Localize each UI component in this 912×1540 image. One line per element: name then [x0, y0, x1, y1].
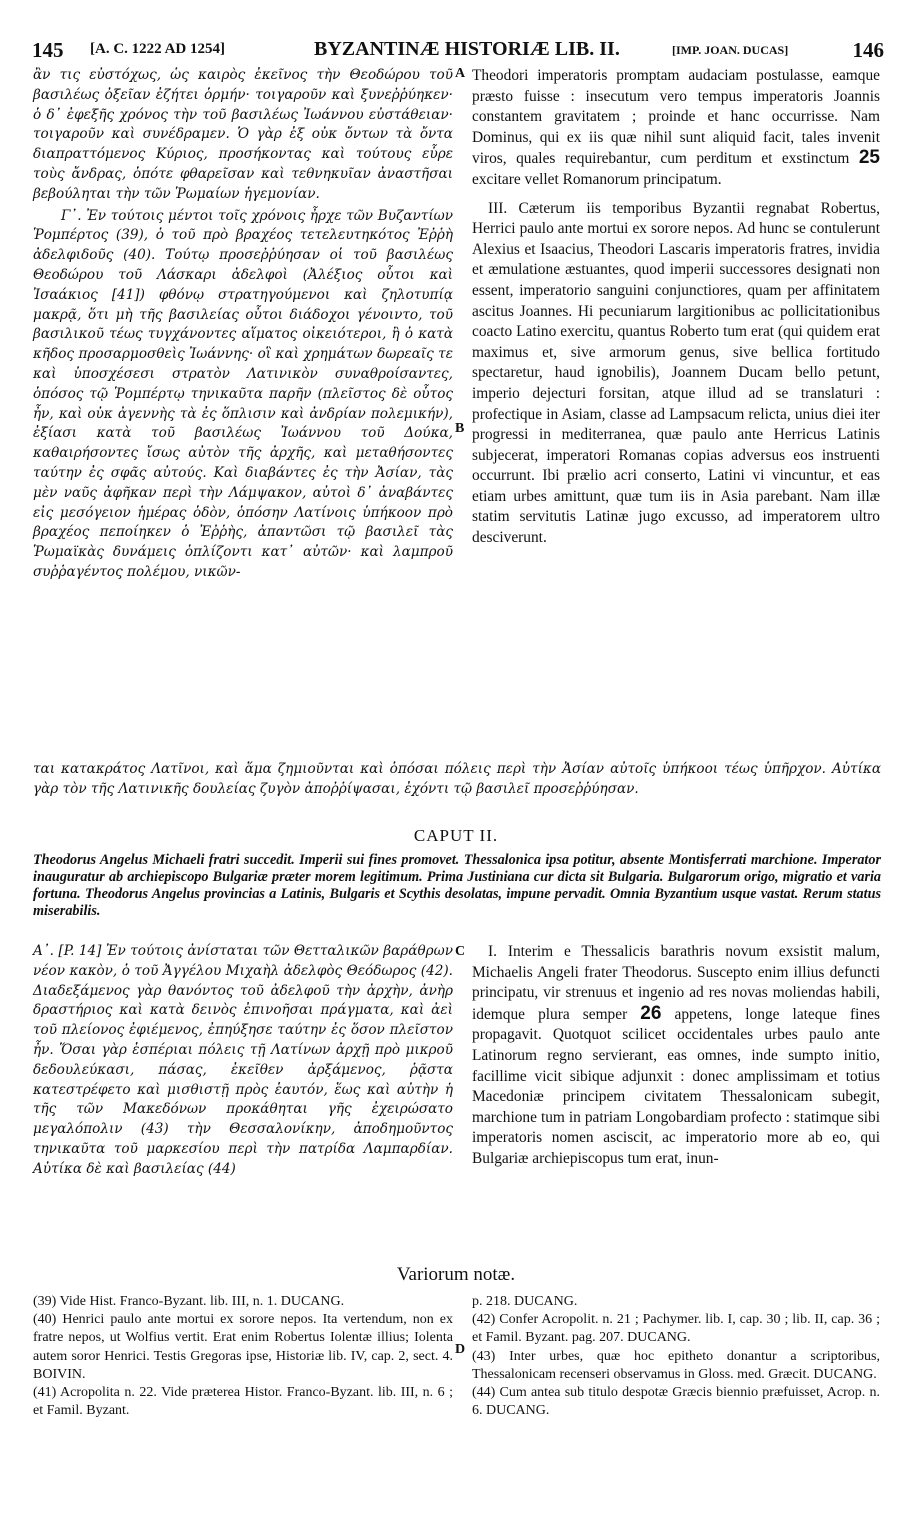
margin-letter-d: D [455, 1342, 466, 1357]
notes-left-column [33, 1293, 453, 1420]
margin-letter-a: A [455, 66, 466, 81]
latin-text: appetens, longe lateque fines propagavit. Quotquot scilicet occidentales urbes paulo ante Latinorum regno servierant, eas omnes, inde sumpto initio, facillime vicit sibique adjunxit : donec amplissimam et totius Macedoniæ principem civitatem Thessalonicam subegit, marchione tum in patriam Longobardiam profecto : statimque sibi imperatoris nomen asciscit, ac imperatorio more ab eo, qui Bulgariæ archiepiscopus tum erat, inun- [472, 1005, 880, 1167]
greek-paragraph: ἂν τις εὐστόχως, ὡς καιρὸς ἐκεῖνος τὴν Θεοδώρου τοῦ βασιλέως ὀξεῖαν ἐζήτει ὁρμήν· τοιγαροῦν καὶ ξυνεῤῥύηκεν· ὁ δ᾽ ἐφεξῆς χρόνος τὴν τοῦ βασιλέως Ἰωάννου εὐστάθειαν· τοιγαροῦν καὶ συνέδραμεν. Ὁ γὰρ ἐξ οὐκ ὄντων τὰ ὄντα διαπραττόμενος Κύριος, προσήκοντας καὶ τούτους εὗρε τοὺς ἄνδρας, ὁπότε φθαρεῖσαν καὶ τεθνηκυῖαν ἀναστῆσαι βεβούληται τὴν τῶν Ῥωμαίων ἡγεμονίαν. [33, 67, 453, 202]
chapter-heading: CAPUT II. [413, 826, 499, 845]
greek-paragraph: Α᾽. [P. 14] Ἐν τούτοις ἀνίσταται τῶν Θετταλικῶν βαράθρων νέον κακὸν, ὁ τοῦ Ἀγγέλου Μιχαὴλ ἀδελφὸς Θεόδωρος (42). Διαδεξάμενος γὰρ θανόντος τοῦ ἀδελφοῦ τὴν ἀρχὴν, ἀνὴρ δραστήριος καὶ κατὰ δεινὸς ἐπινοῆσαι πράγματα, καὶ ἀεὶ τοῦ πλείονος ἐφιέμενος, ἐπηύξησε ταύτην ἐς ὅσον πλεῖστον ἦν. Ὅσαι γὰρ ἑσπέριαι πόλεις τῇ Λατίνων ἀρχῇ πρὸ μικροῦ δεδουλεύκασι, πάσας, ἐκεῖθεν ἀρξάμενος, ῥᾷστα κατεστρέφετο καὶ μισθιστῇ πρὸς ἑαυτόν, ἕως καὶ αὐτὴν ἡ τῆς τῶν Μακεδόνων προκάθηται γῆς ἐχειρώσατο μεγαλόπολιν (43) τὴν Θεσσαλονίκην, ἀποδημοῦντος τηνικαῦτα τοῦ μαρκεσίου περὶ τὴν πατρίδα Λαμπαρδίαν. Αὐτίκα δὲ καὶ βασιλείας (44) [33, 943, 453, 1177]
latin-text: excitare vellet Romanorum principatum. [472, 170, 722, 188]
greek-column-2 [33, 942, 453, 1180]
left-page-number: 145 [32, 38, 64, 62]
greek-full-width-continuation: ται κατακράτος Λατῖνοι, καὶ ἅμα ζημιοῦνται καὶ ὁπόσαι πόλεις περὶ τὴν Ἀσίαν αὐτοῖς ὑπήκοοι τέως ὑπῆρχον. Αὐτίκα γὰρ τὸν τῆς Λατινικῆς δουλείας ζυγὸν ἀποῤῥίψασαι, ἐχόντι τῷ βασιλεῖ προσεῤῥύησαν. [33, 761, 881, 797]
notes-right-column [472, 1293, 880, 1420]
running-header [32, 38, 884, 64]
latin-column-1 [472, 66, 880, 549]
emperor-label: [IMP. JOAN. DUCAS] [672, 43, 789, 57]
footnote: (39) Vide Hist. Franco-Byzant. lib. III, n. 1. DUCANG. [33, 1294, 345, 1309]
latin-text: I. Interim e Thessalicis barathris novum exsistit malum, Michaelis Angeli frater Theodorus. Suscepto enim illius defuncti principatu, vir strenuus et ingenio ad res novas moliendas habili, idemque plura semper [472, 943, 880, 1023]
running-title: BYZANTINÆ HISTORIÆ LIB. II. [314, 38, 620, 60]
footnote: (42) Confer Acropolit. n. 21 ; Pachymer. lib. I, cap. 30 ; lib. II, cap. 36 ; et Famil. Byzant. pag. 207. DUCANG. [472, 1312, 880, 1346]
greek-column-1 [33, 66, 453, 583]
footnote: (44) Cum antea sub titulo despotæ Græcis biennio præfuisset, Acrop. n. 6. DUCANG. [472, 1385, 880, 1419]
footnote: (43) Inter urbes, quæ hoc epitheto donantur a scriptoribus, Thessalonicam recenseri observamus in Gloss. med. Græcit. DUCANG. [472, 1348, 880, 1382]
latin-column-2 [472, 942, 880, 1170]
date-range: [A. C. 1222 AD 1254] [90, 41, 225, 57]
chapter-summary: Theodorus Angelus Michaeli fratri succedit. Imperii sui fines promovet. Thessalonica ipsa potitur, absente Montisferrati marchione. Imperator inauguratur ab archiepiscopo Bulgariæ præter morem legitimum. Prima Justiniana cur dicta sit Bulgaria. Bulgarorum origo, migratio et varia fortuna. Theodorus Angelus provincias a Latinis, Bulgaris et Scythis desolatas, impune pervadit. Omnia Byzantium usque vastat. Rerum status miserabilis. [33, 852, 881, 919]
footnote: (41) Acropolita n. 22. Vide præterea Histor. Franco-Byzant. lib. III, n. 6 ; et Famil. Byzant. [33, 1385, 453, 1419]
notes-heading: Variorum notæ. [396, 1264, 516, 1285]
greek-paragraph: Γ᾽. Ἐν τούτοις μέντοι τοῖς χρόνοις ἦρχε τῶν Βυζαντίων Ῥομπέρτος (39), ὁ τοῦ πρὸ βραχέος τετελευτηκότος Ἐῤῥὴ ἀδελφιδοῦς (40). Τούτῳ προσεῤῥύησαν οἱ τοῦ βασιλέως Θεοδώρου τοῦ Λάσκαρι ἀδελφοὶ (Ἀλέξιος οὗτοι καὶ Ἰσαάκιος [41]) φθόνῳ στρατηγούμενοι καὶ ζηλοτυπίᾳ μακρᾷ, ὅτι μὴ τῆς βασιλείας οὗτοι διάδοχοι γένοιντο, τοῦ βασιλικοῦ τέως τυγχάνοντες αἵματος οἰκειότεροι, ἢ ὁ κατὰ κῆδος προσαρμοσθεὶς Ἰωάννης· οἳ καὶ χρημάτων δωρεαῖς τε καὶ ὑποσχέσεσι στρατὸν Λατινικὸν συναθροίσαντες, ὁπόσος τῷ Ῥομπέρτῳ τηνικαῦτα παρῆν (πλεῖστος δὲ οὗτος ἦν, καὶ οὐκ ἀγεννὴς τὰ ἐς ὅπλισιν καὶ ἀνδρίαν πολεμικήν), ἐξίασι κατὰ τοῦ βασιλέως Ἰωάννου τοῦ Δούκα, καθαιρήσοντες ἴσως αὐτὸν τῆς ἀρχῆς, καὶ μεταθήσοντες ταύτην ἐς σφᾶς αὐτούς. Καὶ διαβάντες ἐς τὴν Ἀσίαν, τὰς μὲν ναῦς ἀφῆκαν περὶ τὴν Λάμψακον, αὐτοὶ δ᾽ ἀναβάντες εἰς μεσόγειον ἡμέρας ὁδὸν, ὁπόσην Λατίνοις ὑπήκοον πρὸ βραχέος πεποίηκεν ὁ Ἐῤῥὴς, ἀπαντῶσι τῷ βασιλεῖ τὰς Ῥωμαϊκὰς δυνάμεις ὁπλίζοντι κατ᾽ αὐτῶν· καὶ λαμπροῦ συῤῥαγέντος πολέμου, νικῶν- [33, 207, 453, 580]
latin-paragraph [472, 942, 880, 1170]
latin-text: Theodori imperatoris promptam audaciam postulasse, eamque præsto fuisse : insecutum vero tempus imperatoris Joannis constantem gravitatem ; proinde et hanc occurrisse. Nam Dominus, qui ex iis quæ nihil sunt aliquid facit, tales invenit viros, quales requirebantur, cum perditum et exstinctum [472, 67, 880, 168]
column-number: 25 [858, 147, 880, 169]
margin-letter-c: C [455, 944, 466, 959]
column-number: 26 [640, 1002, 662, 1024]
latin-paragraph: III. Cæterum iis temporibus Byzantii regnabat Robertus, Herrici paulo ante mortui ex sorore nepos. Ad hunc se contulerunt Alexius et Isaacius, Theodori Lascaris imperatoris fratres, invidia et æmulatione æstuantes, quod imperii successores designati non essent, imperatorio sanguini conjunctiores, quam per affinitatem ascitus Joannes. Hi pecuniarum largitionibus ac pollicitationibus coacto Latino exercitu, quantus Roberto tum erat (qui quidem erat maximus et, sive armorum genus, sive bellica fortitudo spectaretur, haud ignobilis), Joannem Ducam bello petunt, imperio dejecturi forsitan, atque illud ad se translaturi : profectique in Asiam, classe ad Lampsacum relicta, unius diei iter progressi in mediterranea, quæ paulo ante Herricus Latinis subjecerat, imperatori Romanas copias adversus eos instruenti occurrunt. Ibi prælio acri conserto, Latini vi vincuntur, et eas etiam urbes amittunt, quæ tum iis in Asia parebant. Nam illæ statim servitutis Latinæ jugo excusso, ad imperatorem ultro desciverunt. [472, 199, 880, 547]
footnote: p. 218. DUCANG. [472, 1294, 578, 1309]
right-page-number: 146 [852, 38, 884, 62]
margin-letter-b: B [455, 421, 465, 436]
latin-paragraph [472, 66, 880, 191]
footnote: (40) Henrici paulo ante mortui ex sorore nepos. Ita vertendum, non ex fratre nepos, ut Wolfius vertit. Erat enim Robertus Iolentæ illius; Iolenta autem soror Henrici. Testis Gregoras ipse, Historiæ lib. IV, cap. 2, sect. 4. BOIVIN. [33, 1312, 453, 1382]
